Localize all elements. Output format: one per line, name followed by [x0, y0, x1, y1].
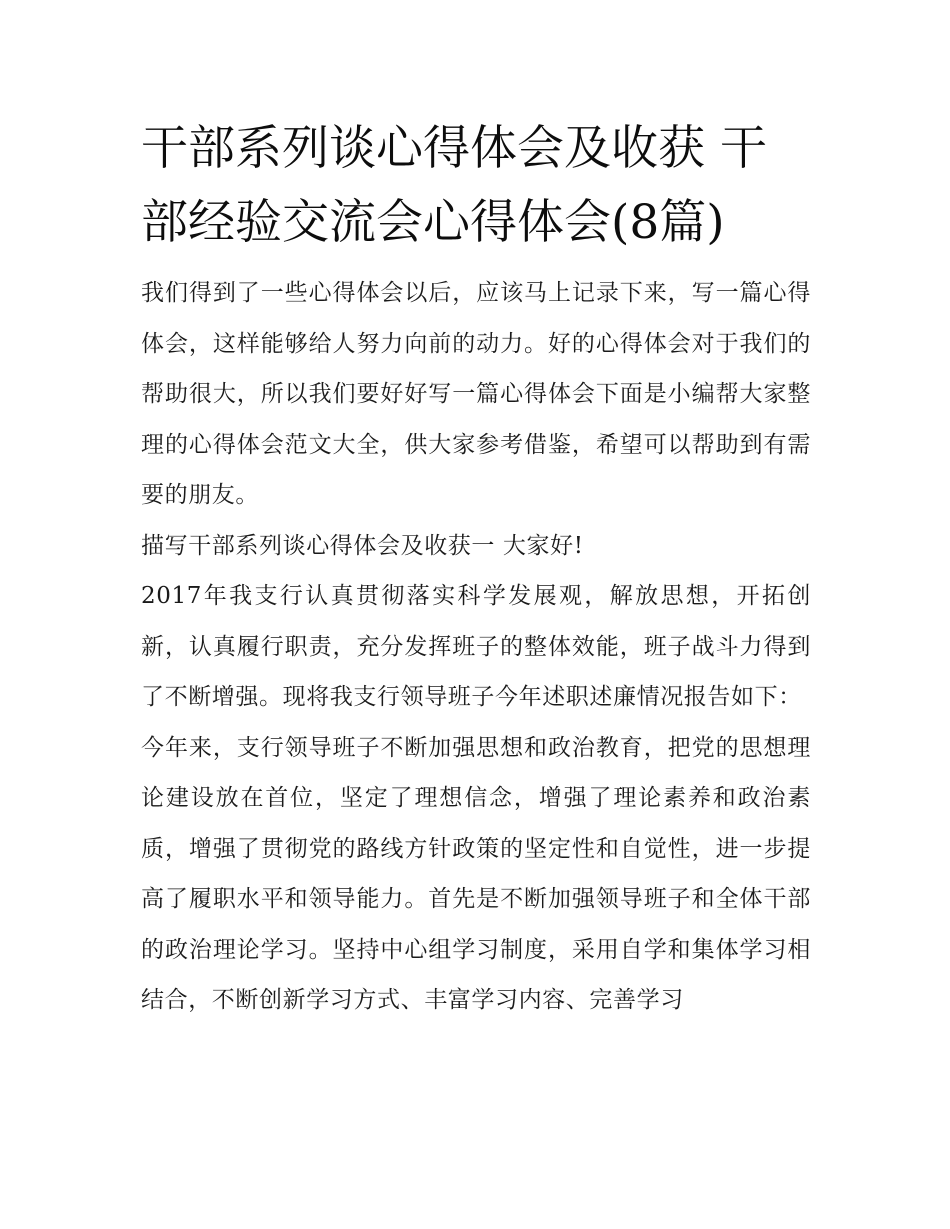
paragraph-study: 今年来，支行领导班子不断加强思想和政治教育，把党的思想理论建设放在首位，坚定了理想信念，增强了理论素养和政治素质，增强了贯彻党的路线方针政策的坚定性和自觉性，进一步提高了履职水平和领导能力。首先是不断加强领导班子和全体干部的政治理论学习。坚持中心组学习制度，采用自学和集体学习相结合，不断创新学习方式、丰富学习内容、完善学习 [141, 734, 811, 1013]
paragraph-greeting: 描写干部系列谈心得体会及收获一 大家好! [141, 532, 584, 559]
document-title: 干部系列谈心得体会及收获 干部经验交流会心得体会(8篇) [141, 121, 767, 250]
document-page [141, 112, 811, 1026]
paragraph-overview: 2017年我支行认真贯彻落实科学发展观，解放思想，开拓创新，认真履行职责，充分发挥班子的整体效能，班子战斗力得到了不断增强。现将我支行领导班子今年述职述廉情况报告如下： [141, 583, 811, 710]
paragraph-intro: 我们得到了一些心得体会以后，应该马上记录下来，写一篇心得体会，这样能够给人努力向前的动力。好的心得体会对于我们的帮助很大，所以我们要好好写一篇心得体会下面是小编帮大家整理的心得体会范文大全，供大家参考借鉴，希望可以帮助到有需要的朋友。 [141, 280, 811, 508]
document-body [141, 268, 811, 1026]
